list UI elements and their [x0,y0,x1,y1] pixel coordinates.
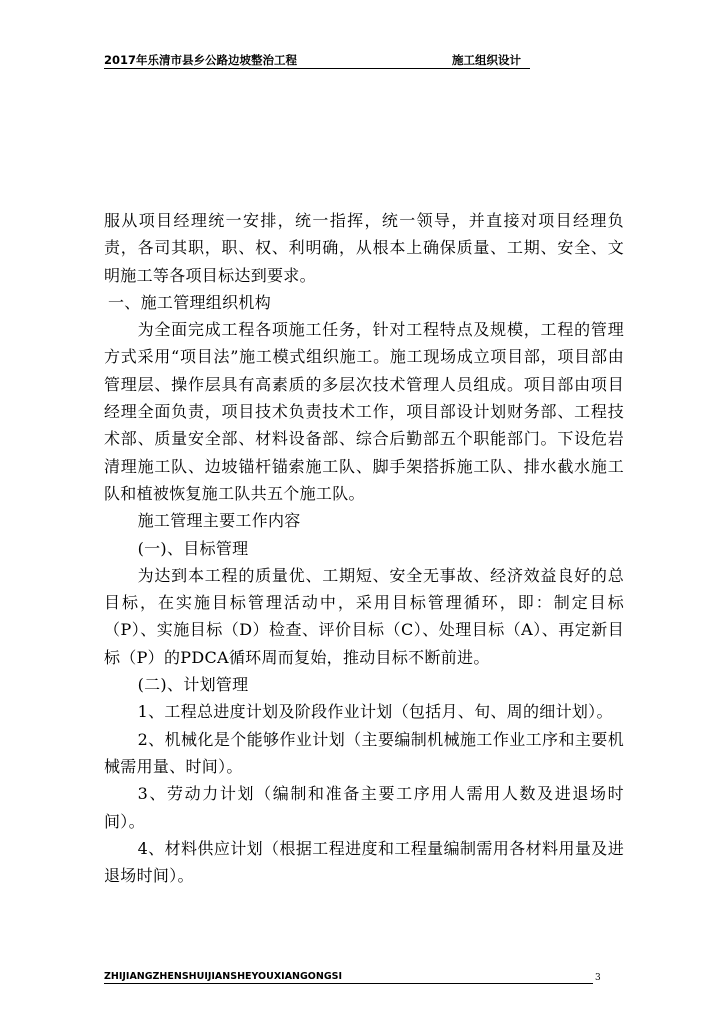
list-item: 2、机械化是个能够作业计划（主要编制机械施工作业工序和主要机械需用量、时间）。 [104,729,624,776]
subsection-heading: 施工管理主要工作内容 [137,511,301,531]
body-paragraph: 为全面完成工程各项施工任务，针对工程特点及规模，工程的管理方式采用“项目法”施工模式组织施工。施工现场成立项目部，项目部由管理层、操作层具有高素质的多层次技术管理人员组成。项目部由项目经理全面负责，项目技术负责技术工作，项目部设计划财务部、工程技术部、质量安全部、材料设备部、综合后勤部五个职能部门。下设危岩清理施工队、边坡锚杆锚索施工队、脚手架搭拆施工队、排水截水施工队和植被恢复施工队共五个施工队。 [104,320,624,503]
body-paragraph: 服从项目经理统一安排，统一指挥，统一领导，并直接对项目经理负责，各司其职，职、权、利明确，从根本上确保质量、工期、安全、文明施工等各项目标达到要求。 [104,211,624,285]
page-number: 3 [595,973,601,983]
subsection-heading: (二)、计划管理 [137,675,249,695]
document-body [104,207,624,889]
page-footer: ZHIJIANGZHENSHUIJIANSHEYOUXIANGONGSI [104,970,593,984]
list-item: 1、工程总进度计划及阶段作业计划（包括月、旬、周的细计划）。 [137,702,613,722]
section-heading: 一、施工管理组织机构 [108,292,272,312]
list-item: 4、材料供应计划（根据工程进度和工程量编制需用各材料用量及进退场时间）。 [104,838,624,886]
page-header [104,52,530,69]
body-paragraph: 为达到本工程的质量优、工期短、安全无事故、经济效益良好的总目标，在实施目标管理活动中，采用目标管理循环，即：制定目标（P）、实施目标（D）检查、评价目标（C）、处理目标（A）、再定新目标（P）的PDCA循环周而复始，推动目标不断前进。 [104,565,624,667]
header-project-title: 2017年乐清市县乡公路边坡整治工程 [104,53,298,67]
list-item: 3、劳动力计划（编制和准备主要工序用人需用人数及进退场时间）。 [104,784,624,831]
header-document-type: 施工组织设计 [452,53,521,67]
subsection-heading: (一)、目标管理 [137,538,249,558]
